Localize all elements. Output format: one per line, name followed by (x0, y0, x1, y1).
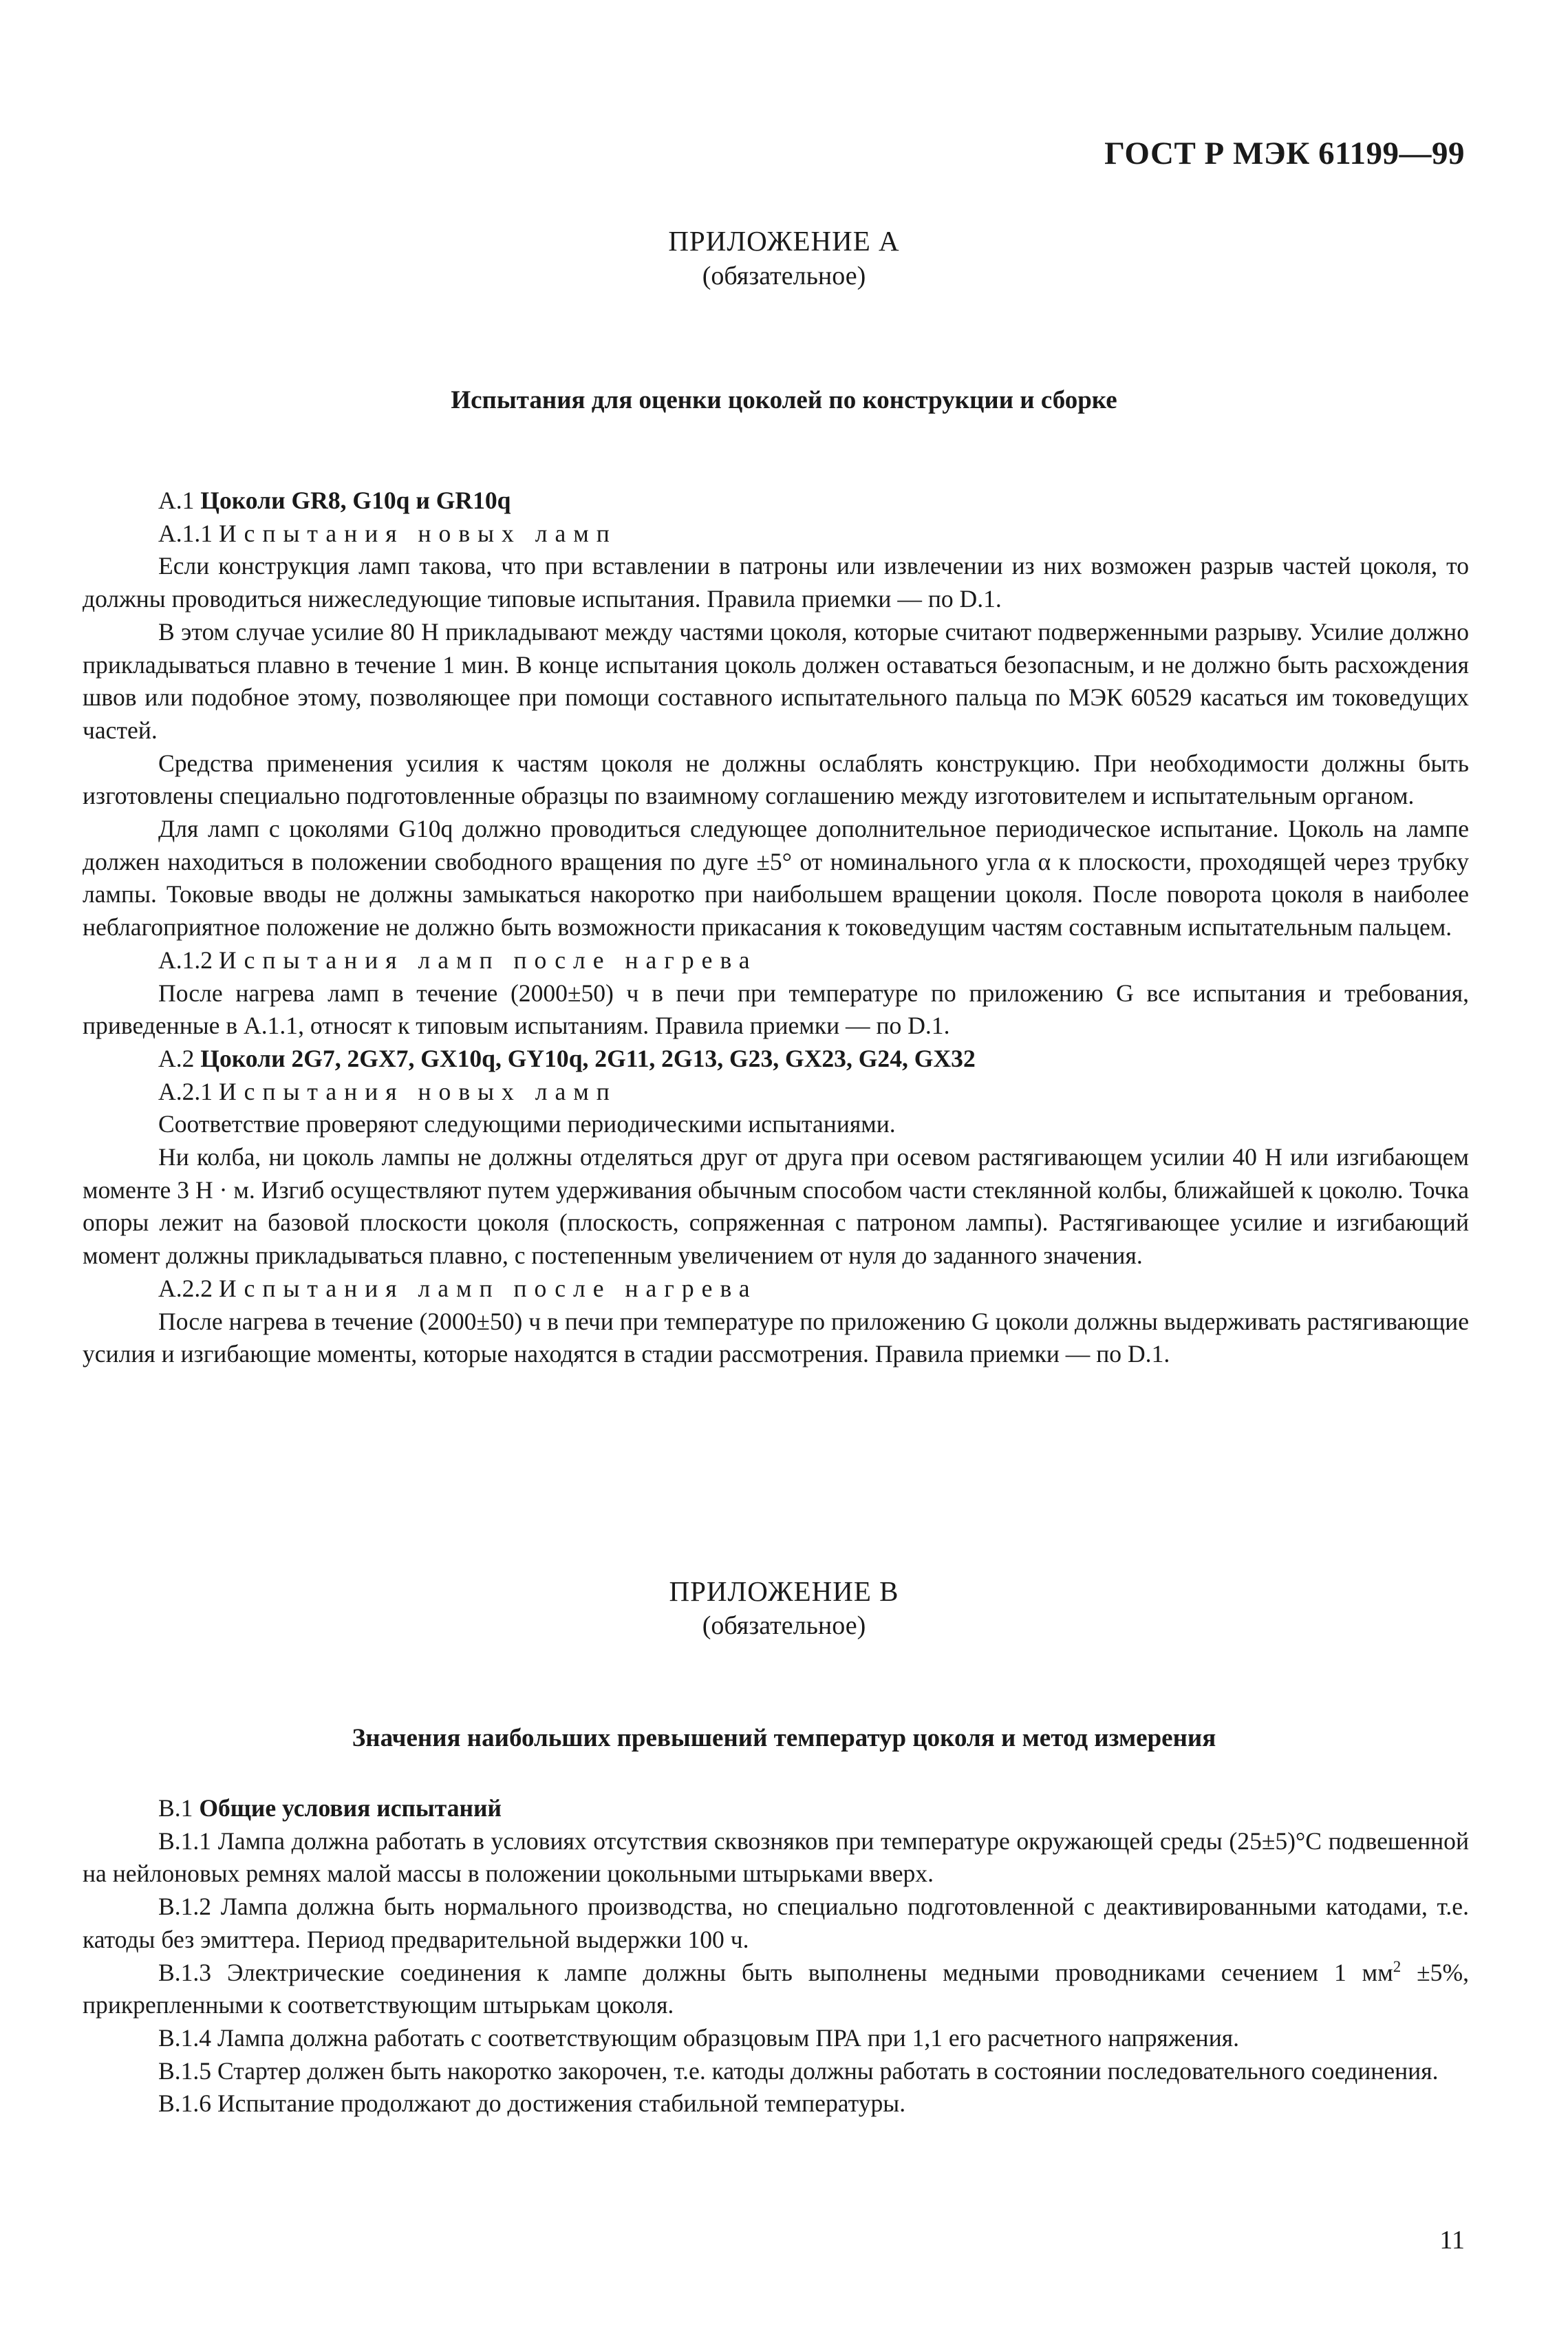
paragraph: Соответствие проверяют следующими периодическими испытаниями. (158, 1110, 896, 1138)
appendix-a-body (83, 485, 1469, 1371)
section-number: А.1 (158, 487, 195, 514)
paragraph: В.1.1 Лампа должна работать в условиях отсутствия сквозняков при температуре окружающей среды (25±5)°С подвешенной на нейлоновых ремнях малой массы в положении цокольными штырьками вверх. (83, 1827, 1469, 1888)
section-number: А.1.1 (158, 519, 213, 547)
appendix-b-note: (обязательное) (702, 1611, 866, 1640)
section-b1-heading (83, 1792, 1469, 1825)
section-a22-heading (83, 1273, 1469, 1306)
section-title: Общие условия испытаний (199, 1794, 502, 1822)
section-title: Испытания ламп после нагрева (218, 946, 758, 974)
section-title: Цоколи 2G7, 2GX7, GX10q, GY10q, 2G11, 2G13, G23, GX23, G24, GX32 (200, 1044, 976, 1072)
superscript: 2 (1393, 1957, 1401, 1975)
page-number: 11 (1439, 2226, 1465, 2255)
section-title: Испытания ламп после нагрева (218, 1274, 758, 1302)
appendix-b-heading: Значения наибольших превышений температур цоколя и метод измерения (352, 1724, 1216, 1752)
paragraph: Ни колба, ни цоколь лампы не должны отделяться друг от друга при осевом растягивающем усилии 40 Н или изгибающем моменте 3 Н · м. Изгиб осуществляют путем удерживания обычным способом части стеклянной колбы, ближайшей к цоколю. Точка опоры лежит на базовой плоскости цоколя (плоскость, сопряженная с патроном лампы). Растягивающее усилие и изгибающий момент должны прикладываться плавно, с постепенным увеличением от нуля до заданного значения. (83, 1143, 1469, 1270)
appendix-b-title: ПРИЛОЖЕНИЕ В (669, 1575, 899, 1607)
section-a12-heading (83, 944, 1469, 977)
paragraph: В.1.4 Лампа должна работать с соответствующим образцовым ПРА при 1,1 его расчетного напряжения. (158, 2023, 1239, 2052)
paragraph: Для ламп с цоколями G10q должно проводиться следующее дополнительное периодическое испытание. Цоколь на лампе должен находиться в положении свободного вращения по дуге ±5° от номинального угла α к плоскости, проходящей через трубку лампы. Токовые вводы не должны замыкаться накоротко при наибольшем вращении цоколя. После поворота цоколя в наиболее неблагоприятное положение не должно быть возможности прикасания к токоведущим частям составным испытательным пальцем. (83, 815, 1469, 942)
paragraph: В.1.5 Стартер должен быть накоротко закорочен, т.е. катоды должны работать в состоянии последовательного соединения. (158, 2056, 1439, 2085)
section-a21-heading (83, 1076, 1469, 1109)
section-number: А.1.2 (158, 946, 213, 974)
section-title: Испытания новых ламп (218, 1077, 617, 1105)
standard-number: ГОСТ Р МЭК 61199—99 (1104, 136, 1465, 171)
section-number: А.2.1 (158, 1077, 213, 1105)
section-number: В.1 (158, 1794, 193, 1822)
paragraph: Если конструкция ламп такова, что при вставлении в патроны или извлечении из них возможен разрыв частей цоколя, то должны проводиться нижеследующие типовые испытания. Правила приемки — по D.1. (83, 552, 1469, 613)
text-fragment: В.1.3 Электрические соединения к лампе должны быть выполнены медными проводниками сечением 1 мм (158, 1958, 1393, 1986)
appendix-a-title: ПРИЛОЖЕНИЕ А (668, 225, 900, 257)
section-number: А.2 (158, 1044, 195, 1072)
paragraph: В.1.2 Лампа должна быть нормального производства, но специально подготовленной с деактивированными катодами, т.е. катоды без эмиттера. Период предварительной выдержки 100 ч. (83, 1893, 1469, 1953)
text-fragment: ±5%, прикрепленными к соответствующим штырькам цоколя. (83, 1958, 1469, 2019)
appendix-a-note: (обязательное) (702, 262, 866, 290)
paragraph (83, 1957, 1469, 2022)
section-a11-heading (83, 518, 1469, 551)
paragraph: В этом случае усилие 80 Н прикладывают между частями цоколя, которые считают подверженными разрыву. Усилие должно прикладываться плавно в течение 1 мин. В конце испытания цоколь должен оставаться безопасным, и не должно быть расхождения швов или подобное этому, позволяющее при помощи составного испытательного пальца по МЭК 60529 касаться им токоведущих частей. (83, 617, 1469, 744)
paragraph: Средства применения усилия к частям цоколя не должны ослаблять конструкцию. При необходимости должны быть изготовлены специально подготовленные образцы по взаимному соглашению между изготовителем и испытательным органом. (83, 749, 1469, 810)
section-number: А.2.2 (158, 1274, 213, 1302)
paragraph: В.1.6 Испытание продолжают до достижения стабильной температуры. (158, 2089, 906, 2118)
appendix-a-heading: Испытания для оценки цоколей по конструкции и сборке (451, 386, 1117, 414)
appendix-b-body (83, 1792, 1469, 2120)
section-title: Цоколи GR8, G10q и GR10q (200, 487, 511, 514)
paragraph: После нагрева в течение (2000±50) ч в печи при температуре по приложению G цоколи должны выдерживать растягивающие усилия и изгибающие моменты, которые находятся в стадии рассмотрения. Правила приемки — по D.1. (83, 1307, 1469, 1368)
section-a2-heading (83, 1043, 1469, 1076)
section-title: Испытания новых ламп (218, 519, 617, 547)
paragraph: После нагрева ламп в течение (2000±50) ч в печи при температуре по приложению G все испытания и требования, приведенные в А.1.1, относят к типовым испытаниям. Правила приемки — по D.1. (83, 979, 1469, 1040)
section-a1-heading (83, 485, 1469, 518)
